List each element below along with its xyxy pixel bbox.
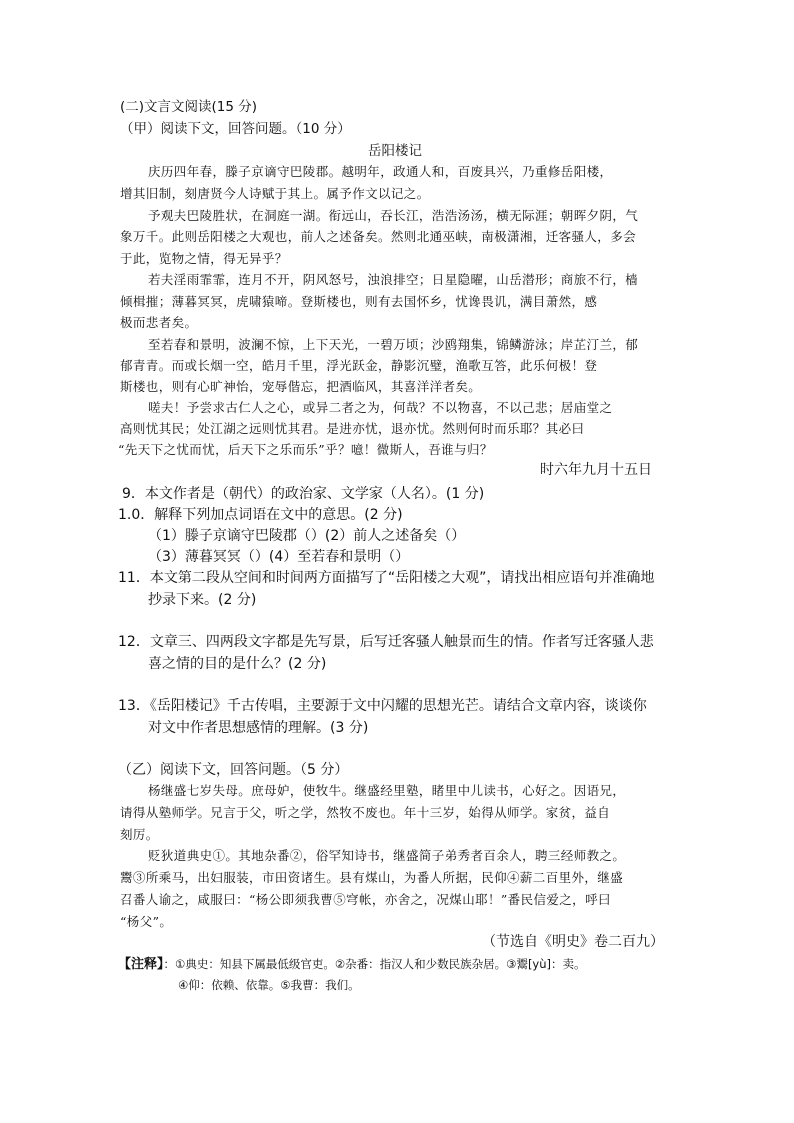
notes-text: ：①典史：知县下属最低级官吏。②杂番：指汉人和少数民族杂居。③鬻[yù]：卖。 [163, 957, 586, 971]
story-line: 杨继盛七岁失母。庶母妒，使牧牛。继盛经里塾，睹里中儿读书，心好之。因语兄， [148, 783, 626, 798]
notes-label: 【注释】 [118, 957, 164, 972]
essay-date: 时六年九月十五日 [540, 462, 652, 478]
question-13: 13．《岳阳楼记》千古传唱，主要源于文中闪耀的思想光芒。请结合文章内容，谈谈你 [118, 698, 647, 714]
story-line: 召番人谕之，咸服曰：“杨公即须我曹⑤穹帐，亦舍之，况煤山耶！”番民信爱之，呼曰 [120, 892, 611, 907]
essay-line: 庆历四年春，滕子京谪守巴陵郡。越明年，政通人和，百废具兴，乃重修岳阳楼， [148, 164, 613, 179]
essay-line: 郁青青。而或长烟一空，皓月千里，浮光跃金，静影沉璧，渔歌互答，此乐何极！登 [120, 358, 598, 373]
story-line: 贬狄道典史①。其地杂番②，俗罕知诗书，继盛简子弟秀者百余人，聘三经师教之。 [148, 848, 626, 863]
essay-line: 倾楫摧；薄暮冥冥，虎啸猿啼。登斯楼也，则有去国怀乡，忧谗畏讥，满目萧然，感 [120, 294, 598, 309]
question-10-items: （3）薄暮冥冥（）(4）至若春和景明（） [148, 549, 410, 565]
essay-line: 象万千。此则岳阳楼之大观也，前人之述备矣。然则北通巫峡，南极潇湘，迁客骚人，多会 [120, 229, 637, 244]
question-10-items: （1）滕子京谪守巴陵郡（）(2）前人之述备矣（） [148, 528, 466, 544]
essay-line: 若夫淫雨霏霏，连月不开，阴风怒号，浊浪排空；日星隐曜，山岳潜形；商旅不行，樯 [148, 272, 639, 287]
part-a-instruction: （甲）阅读下文，回答问题。（10 分） [120, 121, 351, 137]
essay-title: 岳阳楼记 [368, 143, 422, 159]
question-12-cont: 喜之情的目的是什么？(2 分) [148, 656, 327, 672]
essay-line: 极而悲者矣。 [120, 315, 198, 330]
essay-line: 高则忧其民；处江湖之远则忧其君。是进亦忧，退亦忧。然则何时而乐耶？其必曰 [120, 421, 585, 436]
notes-line-1 [118, 956, 586, 973]
question-11: 11．本文第二段从空间和时间两方面描写了“岳阳楼之大观”，请找出相应语句并准确地 [118, 570, 655, 586]
essay-line: 增其旧制，刻唐贤今人诗赋于其上。属予作文以记之。 [120, 186, 430, 201]
essay-line: 斯楼也，则有心旷神怡，宠辱偕忘，把酒临风，其喜洋洋者矣。 [120, 379, 482, 394]
story-line: “杨父”。 [120, 914, 173, 929]
essay-line: 予观夫巴陵胜状，在洞庭一湖。衔远山，吞长江，浩浩汤汤，横无际涯；朝晖夕阴，气 [148, 208, 639, 223]
question-10: 1.0．解释下列加点词语在文中的意思。(2 分) [118, 507, 403, 523]
essay-line: “先天下之忧而忧，后天下之乐而乐”乎？噫！微斯人，吾谁与归？ [118, 442, 493, 457]
question-11-cont: 抄录下来。(2 分) [148, 592, 257, 608]
notes-line-2: ④仰：依赖、依靠。⑤我曹：我们。 [178, 978, 360, 992]
essay-line: 至若春和景明，波澜不惊，上下天光，一碧万顷；沙鸥翔集，锦鳞游泳；岸芷汀兰，郁 [148, 337, 639, 352]
essay-line: 嗟夫！予尝求古仁人之心，或异二者之为，何哉？不以物喜，不以己悲；居庙堂之 [148, 400, 613, 415]
story-source: （节选自《明史》卷二百九） [482, 934, 664, 950]
question-12: 12．文章三、四两段文字都是先写景，后写迁客骚人触景而生的情。作者写迁客骚人悲 [118, 634, 654, 650]
story-line: 鬻③所乘马，出妇服装，市田资诸生。县有煤山，为番人所据，民仰④薪二百里外，继盛 [120, 870, 624, 885]
question-9: 9．本文作者是（朝代）的政治家、文学家（人名）。(1 分) [122, 486, 485, 502]
section2-title: (二)文言文阅读(15 分) [120, 99, 258, 115]
essay-line: 于此，览物之情，得无异乎？ [120, 251, 288, 266]
question-13-cont: 对文中作者思想感情的理解。(3 分) [148, 720, 369, 736]
story-line: 刻厉。 [120, 827, 159, 842]
part-b-instruction: （乙）阅读下文，回答问题。（5 分） [118, 762, 349, 778]
story-line: 请得从塾师学。兄言于父，听之学，然牧不废也。年十三岁，始得从师学。家贫，益自 [120, 805, 611, 820]
